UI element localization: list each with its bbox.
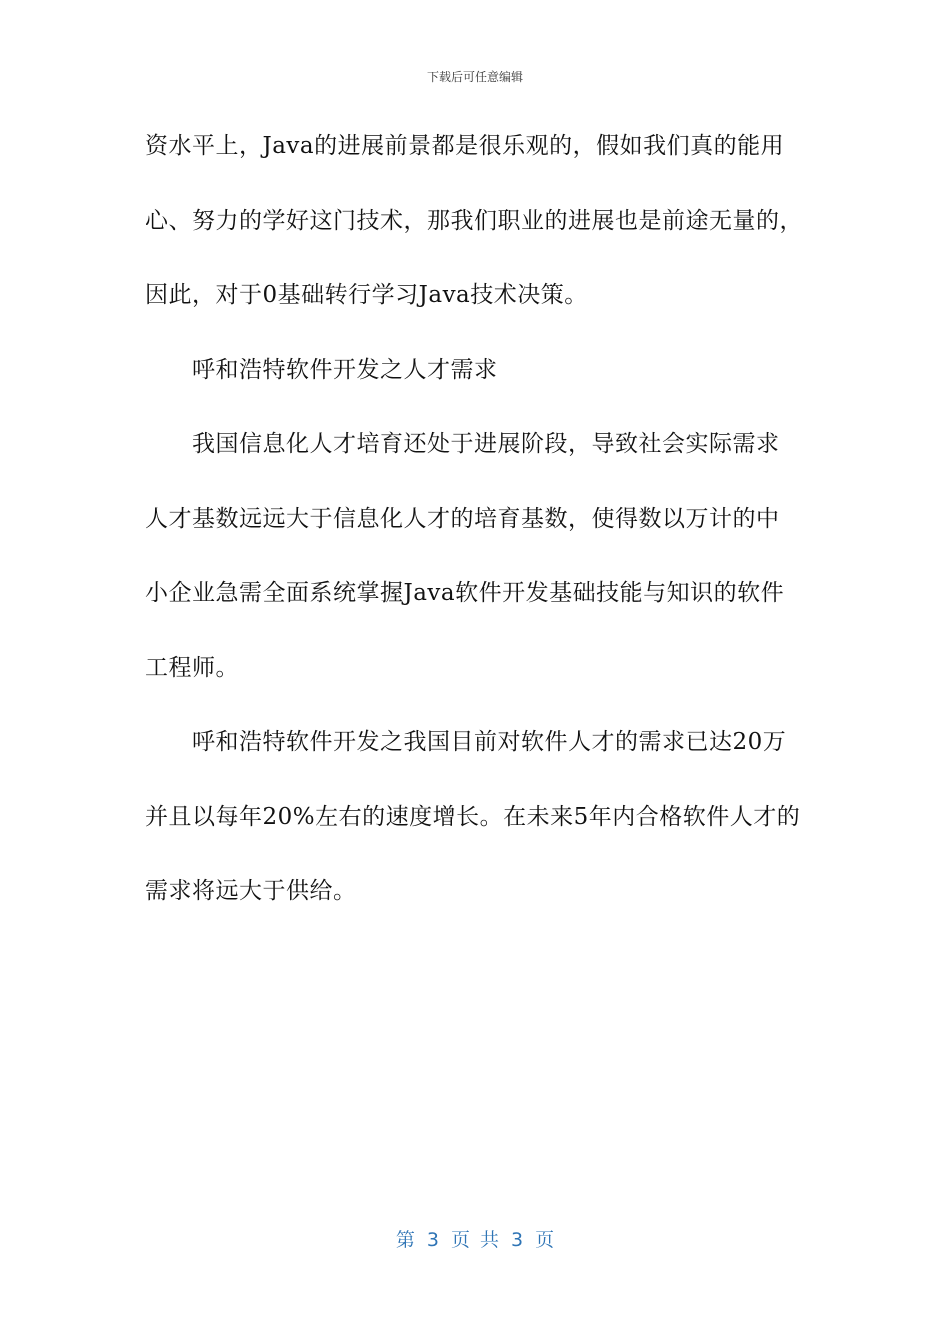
header-note: 下载后可任意编辑 [426,70,523,84]
body-line: 我国信息化人才培育还处于进展阶段，导致社会实际需求 [192,431,780,457]
body-line: 需求将远大于供给。 [145,878,357,904]
body-line: 心、努力的学好这门技术，那我们职业的进展也是前途无量的， [145,207,803,234]
body-line: 并且以每年20%左右的速度增长。在未来5年内合格软件人才的 [145,803,801,830]
page-footer [0,1225,950,1252]
section-heading: 呼和浩特软件开发之人才需求 [192,356,498,383]
body-line: 资水平上，Java的进展前景都是很乐观的，假如我们真的能用 [145,133,785,159]
body-line: 呼和浩特软件开发之我国目前对软件人才的需求已达20万 [192,729,787,755]
body-line: 小企业急需全面系统掌握Java软件开发基础技能与知识的软件 [145,580,785,606]
body-line: 人才基数远远大于信息化人才的培育基数，使得数以万计的中 [145,505,780,532]
body-line: 因此，对于0基础转行学习Java技术决策。 [145,282,588,308]
footer-current-page: 3 [426,1229,439,1251]
document-body [145,124,810,944]
footer-total-pages: 3 [511,1229,524,1251]
footer-label-page: 第 [395,1229,415,1251]
footer-label-of: 页 共 [450,1229,500,1251]
body-line: 工程师。 [145,654,239,681]
footer-label-end: 页 [535,1229,555,1251]
